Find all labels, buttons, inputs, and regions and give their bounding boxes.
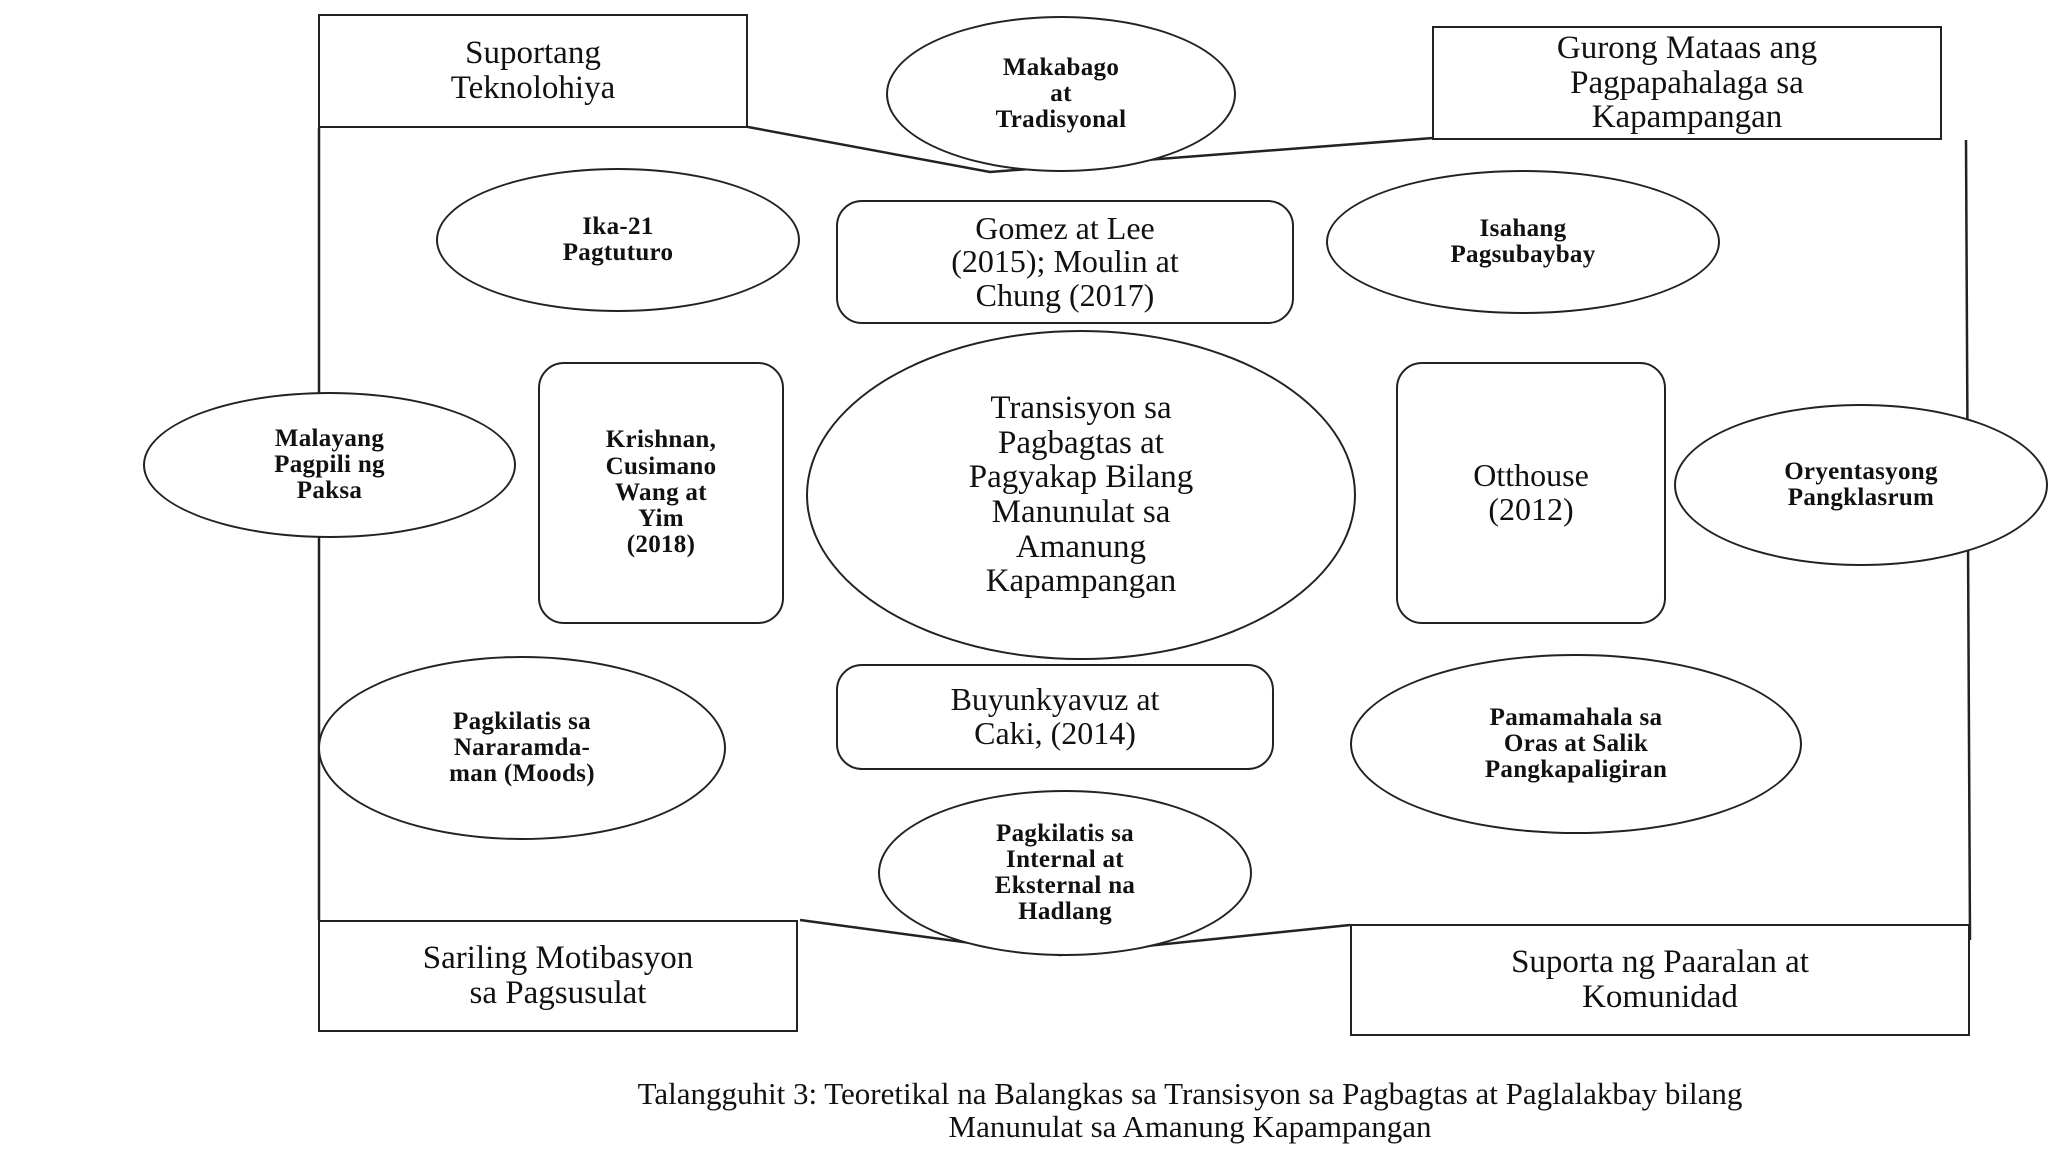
corner-label-bottom-right: Suporta ng Paaralan at Komunidad bbox=[1511, 944, 1809, 1015]
reference-label-left: Krishnan, Cusimano Wang at Yim (2018) bbox=[605, 426, 717, 559]
oval-upper-left bbox=[436, 168, 800, 312]
oval-label-left: Malayang Pagpili ng Paksa bbox=[274, 424, 385, 505]
figure-caption: Talangguhit 3: Teoretikal na Balangkas sa Transisyon sa Pagbagtas at Paglalakbay bilang Manunulat sa Amanung Kapampangan bbox=[637, 1076, 1743, 1144]
oval-label-upper-left: Ika-21 Pagtuturo bbox=[562, 212, 674, 266]
corner-label-bottom-left: Sariling Motibasyon sa Pagsusulat bbox=[422, 940, 694, 1011]
reference-label-bottom: Buyunkyavuz at Caki, (2014) bbox=[950, 681, 1160, 751]
oval-label-right: Oryentasyong Pangklasrum bbox=[1784, 457, 1938, 511]
oval-lower-right bbox=[1350, 654, 1802, 834]
oval-lower-left bbox=[318, 656, 726, 840]
center-circle bbox=[806, 330, 1356, 660]
reference-label-right: Otthouse (2012) bbox=[1473, 457, 1589, 527]
reference-box-bottom bbox=[836, 664, 1274, 770]
reference-box-left bbox=[538, 362, 784, 624]
corner-label-top-left: Suportang Teknolohiya bbox=[450, 35, 616, 106]
reference-box-right bbox=[1396, 362, 1666, 624]
corner-box-bottom-left bbox=[318, 920, 798, 1032]
reference-box-top bbox=[836, 200, 1294, 324]
oval-top bbox=[886, 16, 1236, 172]
corner-box-top-right bbox=[1432, 26, 1942, 140]
oval-bottom bbox=[878, 790, 1252, 956]
oval-left bbox=[143, 392, 516, 538]
corner-box-top-left bbox=[318, 14, 748, 128]
reference-label-top: Gomez at Lee (2015); Moulin at Chung (2017) bbox=[951, 209, 1179, 313]
oval-label-upper-right: Isahang Pagsubaybay bbox=[1450, 214, 1596, 268]
oval-right bbox=[1674, 404, 2048, 566]
oval-label-top: Makabago at Tradisyonal bbox=[995, 53, 1127, 134]
corner-box-bottom-right bbox=[1350, 924, 1970, 1036]
oval-label-lower-right: Pamamahala sa Oras at Salik Pangkapaligiran bbox=[1484, 703, 1668, 784]
oval-upper-right bbox=[1326, 170, 1720, 314]
oval-label-bottom: Pagkilatis sa Internal at Eksternal na Hadlang bbox=[994, 819, 1136, 926]
center-title: Transisyon sa Pagbagtas at Pagyakap Bilang Manunulat sa Amanung Kapampangan bbox=[968, 390, 1194, 600]
oval-label-lower-left: Pagkilatis sa Nararamda- man (Moods) bbox=[449, 707, 595, 788]
corner-label-top-right: Gurong Mataas ang Pagpapahalaga sa Kapampangan bbox=[1556, 30, 1818, 136]
